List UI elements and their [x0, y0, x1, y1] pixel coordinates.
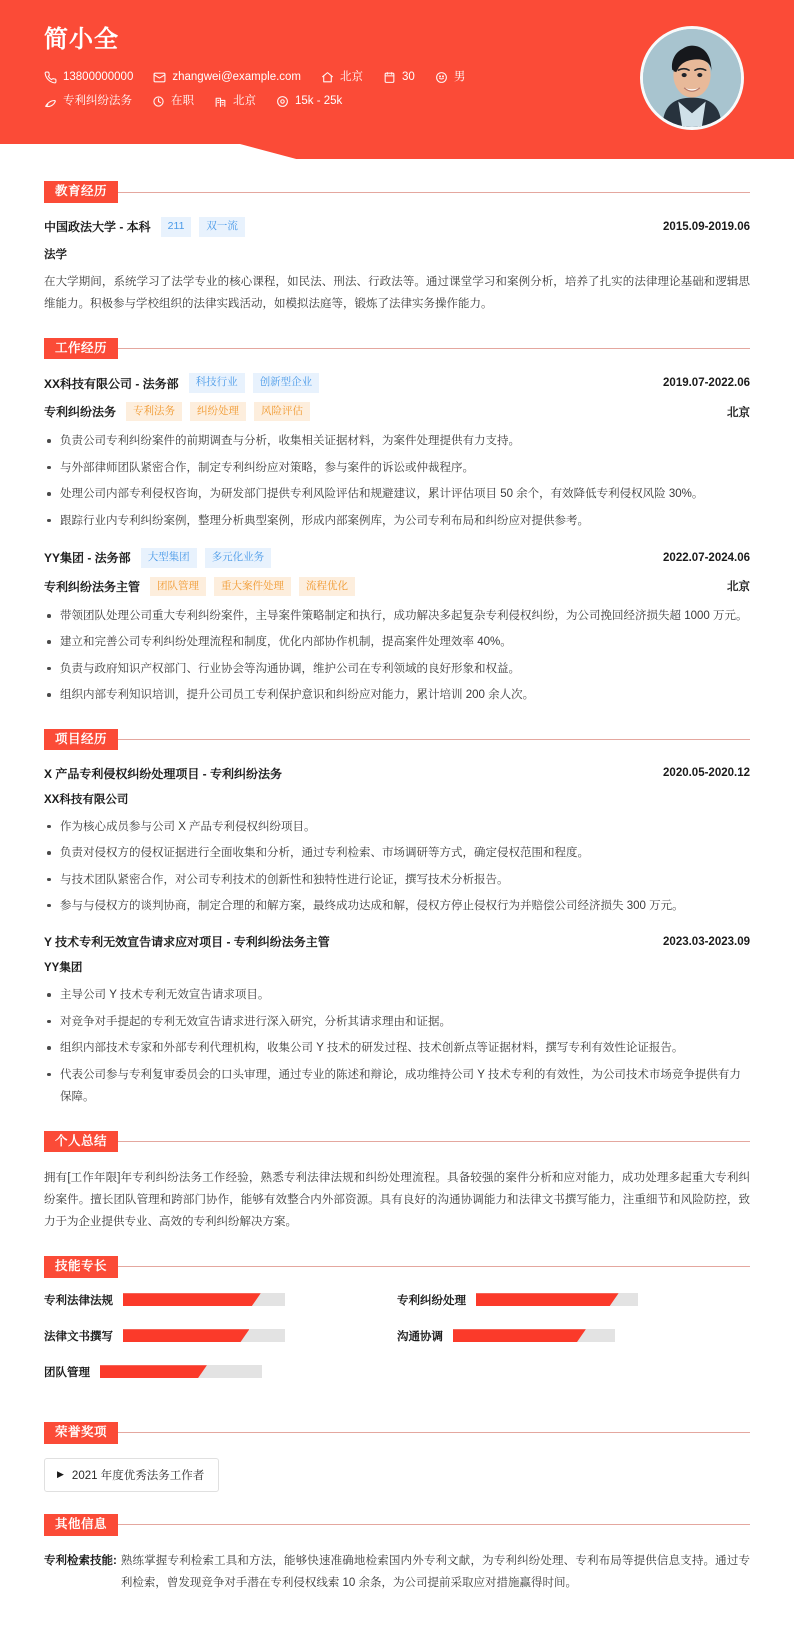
- resume-header: [0, 0, 794, 159]
- work-date: 2022.07-2024.06: [663, 551, 750, 564]
- tag-orange: 专利法务: [126, 402, 182, 422]
- contact-item-r2-1: [152, 95, 194, 108]
- contact-item-text: 北京: [340, 70, 364, 83]
- work-date: 2019.07-2022.06: [663, 377, 750, 390]
- contact-item-text: 30: [402, 70, 415, 83]
- education-entry: [44, 217, 750, 315]
- contact-item-text: zhangwei@example.com: [172, 70, 302, 83]
- education-description: 在大学期间，系统学习了法学专业的核心课程，如民法、刑法、行政法等。通过课堂学习和案例分析，培养了扎实的法律理论基础和逻辑思维能力。积极参与学校组织的法律实践活动，如模拟法庭等，锻炼了法律实务操作能力。: [44, 275, 750, 310]
- tag-blue: 双一流: [199, 217, 245, 237]
- project-date: 2023.03-2023.09: [663, 935, 750, 948]
- mail-icon: [153, 71, 166, 84]
- section-title-summary: 个人总结: [44, 1131, 118, 1153]
- skill-progress-fill: [476, 1293, 619, 1306]
- work-entry: [44, 373, 750, 532]
- project-entry: [44, 933, 750, 1108]
- contact-item-text: 13800000000: [63, 70, 134, 83]
- section-rule: [118, 739, 750, 740]
- bullet-list: [44, 605, 750, 707]
- bullet-list: [44, 816, 750, 918]
- salary-icon: [276, 95, 289, 108]
- entry-line: [44, 765, 750, 782]
- rocket-icon: [44, 95, 57, 108]
- skill-progress-fill: [123, 1329, 249, 1342]
- bullet-item: 负责对侵权方的侵权证据进行全面收集和分析，通过专利检索、市场调研等方式，确定侵权范围和程度。: [44, 842, 750, 864]
- bullet-item: 代表公司参与专利复审委员会的口头审理，通过专业的陈述和辩论，成功维持公司 Y 技术专利的有效性，为公司技术市场竞争提供有力保障。: [44, 1064, 750, 1109]
- project-name: X 产品专利侵权纠纷处理项目 - 专利纠纷法务: [44, 766, 283, 781]
- section-summary: [44, 1131, 750, 1234]
- bullet-item: 对竞争对手提起的专利无效宣告请求进行深入研究，分析其请求理由和证据。: [44, 1011, 750, 1033]
- entry-left: [44, 765, 292, 782]
- skill-progress-track: [453, 1329, 615, 1342]
- honor-text: 2021 年度优秀法务工作者: [71, 1469, 205, 1482]
- status-icon: [152, 95, 165, 108]
- project-company: XX科技有限公司: [44, 793, 129, 806]
- header-notch-decoration: [0, 138, 300, 159]
- other-info-item: [44, 1550, 750, 1595]
- section-rule: [118, 1266, 750, 1267]
- bullet-item: 主导公司 Y 技术专利无效宣告请求项目。: [44, 984, 750, 1006]
- skill-progress-track: [123, 1329, 285, 1342]
- contact-item-r2-2: [214, 95, 256, 108]
- section-work: [44, 337, 750, 706]
- phone-icon: [44, 71, 57, 84]
- section-title-work: 工作经历: [44, 338, 118, 360]
- entry-left: [44, 217, 253, 237]
- tag-orange: 风险评估: [254, 402, 310, 422]
- skill-row: [397, 1292, 750, 1308]
- bullet-item: 作为核心成员参与公司 X 产品专利侵权纠纷项目。: [44, 816, 750, 838]
- contact-item-r1-1: [153, 71, 301, 84]
- entry-line: [44, 402, 750, 422]
- project-date: 2020.05-2020.12: [663, 767, 750, 780]
- resume-body: [0, 181, 794, 1615]
- skill-progress-fill: [453, 1329, 586, 1342]
- entry-left: [44, 548, 279, 568]
- bullet-item: 建立和完善公司专利纠纷处理流程和制度，优化内部协作机制，提高案件处理效率 40%。: [44, 631, 750, 653]
- contact-item-text: 15k - 25k: [295, 94, 343, 107]
- page-title: 简小全: [44, 26, 119, 53]
- summary-text: 拥有[工作年限]年专利纠纷法务工作经验，熟悉专利法律法规和纠纷处理流程。具备较强的案件分析和应对能力，成功处理多起重大专利纠纷案件。擅长团队管理和跨部门协作，能够有效整合内外部资源。具有良好的沟通协调能力和法律文书撰写能力，注重细节和风险防控，致力于为企业提供专业、高效的专利纠纷解决方案。: [44, 1171, 750, 1229]
- contact-item-text: 在职: [171, 94, 194, 107]
- contact-item-r2-0: [44, 95, 132, 108]
- skill-name: 法律文书撰写: [44, 1330, 113, 1343]
- contact-item-r1-4: [435, 71, 466, 84]
- contact-item-r1-0: [44, 71, 133, 84]
- work-position: 专利纠纷法务主管: [44, 579, 141, 594]
- entry-left: [44, 402, 318, 422]
- entry-line: [44, 217, 750, 237]
- skill-name: 团队管理: [44, 1366, 90, 1379]
- entry-line: [44, 373, 750, 393]
- section-header-project: [44, 729, 750, 751]
- skill-name: 专利纠纷处理: [397, 1294, 466, 1307]
- entry-left: [44, 373, 327, 393]
- tag-blue: 211: [161, 217, 192, 237]
- bullet-item: 组织内部专利知识培训，提升公司员工专利保护意识和纠纷应对能力，累计培训 200 余人次。: [44, 684, 750, 706]
- entry-line: [44, 548, 750, 568]
- work-location: 北京: [727, 581, 750, 594]
- section-title-other: 其他信息: [44, 1514, 118, 1536]
- skill-progress-fill: [100, 1365, 207, 1378]
- section-header-honors: [44, 1422, 750, 1444]
- section-honors: [44, 1422, 750, 1492]
- section-title-skills: 技能专长: [44, 1256, 118, 1278]
- section-other: [44, 1514, 750, 1595]
- contact-item-text: 北京: [233, 94, 256, 107]
- skill-progress-track: [123, 1293, 285, 1306]
- bullet-item: 与外部律师团队紧密合作，制定专利纠纷应对策略，参与案件的诉讼或仲裁程序。: [44, 457, 750, 479]
- section-rule: [118, 1432, 750, 1433]
- skill-progress-track: [476, 1293, 638, 1306]
- contact-item-r1-2: [321, 71, 363, 84]
- section-header-work: [44, 337, 750, 359]
- bullet-item: 带领团队处理公司重大专利纠纷案件，主导案件策略制定和执行，成功解决多起复杂专利侵权纠纷，为公司挽回经济损失超 1000 万元。: [44, 605, 750, 627]
- city-icon: [214, 95, 227, 108]
- section-header-summary: [44, 1131, 750, 1153]
- contact-item-r2-3: [276, 95, 342, 108]
- contact-item-r1-3: [383, 71, 415, 84]
- other-info-list: [44, 1550, 750, 1595]
- project-list: [44, 765, 750, 1109]
- bullet-list: [44, 984, 750, 1108]
- bullet-item: 跟踪行业内专利纠纷案例，整理分析典型案例，形成内部案例库，为公司专利布局和纠纷应对提供参考。: [44, 510, 750, 532]
- section-title-education: 教育经历: [44, 181, 118, 203]
- entry-line: [44, 933, 750, 950]
- section-education: [44, 181, 750, 315]
- tag-blue: 大型集团: [141, 548, 197, 568]
- education-school: 中国政法大学 - 本科: [44, 220, 151, 235]
- project-name: Y 技术专利无效宣告请求应对项目 - 专利纠纷法务主管: [44, 935, 330, 950]
- skill-name: 沟通协调: [397, 1330, 443, 1343]
- tag-orange: 重大案件处理: [214, 577, 291, 597]
- work-company: YY集团 - 法务部: [44, 551, 131, 566]
- skill-progress-fill: [123, 1293, 261, 1306]
- skill-row: [44, 1364, 397, 1380]
- honor-item[interactable]: [44, 1458, 219, 1492]
- section-rule: [118, 348, 750, 349]
- section-project: [44, 729, 750, 1109]
- other-info-text: 熟练掌握专利检索工具和方法，能够快速准确地检索国内外专利文献，为专利纠纷处理、专利布局等提供信息支持。通过专利检索，曾发现竞争对手潜在专利侵权线索 10 余条，为公司提前采取应对措施赢得时间。: [120, 1554, 750, 1590]
- section-title-project: 项目经历: [44, 729, 118, 751]
- bullet-item: 处理公司内部专利侵权咨询，为研发部门提供专利风险评估和规避建议，累计评估项目 50 余个，有效降低专利侵权风险 30%。: [44, 483, 750, 505]
- skill-row: [44, 1292, 397, 1308]
- bullet-item: 与技术团队紧密合作，对公司专利技术的创新性和独特性进行论证，撰写技术分析报告。: [44, 869, 750, 891]
- work-location: 北京: [727, 406, 750, 419]
- work-position: 专利纠纷法务: [44, 405, 117, 420]
- entry-line: [44, 577, 750, 597]
- entry-left: [44, 577, 363, 597]
- tag-blue: 科技行业: [189, 373, 245, 393]
- bullet-list: [44, 430, 750, 532]
- bullet-item: 负责公司专利纠纷案件的前期调查与分析，收集相关证据材料，为案件处理提供有力支持。: [44, 430, 750, 452]
- education-list: [44, 217, 750, 315]
- avatar: [640, 26, 744, 130]
- tag-blue: 多元化业务: [205, 548, 272, 568]
- calendar-icon: [383, 71, 396, 84]
- project-entry: [44, 765, 750, 918]
- other-info-label: 专利检索技能:: [44, 1554, 117, 1567]
- tag-orange: 流程优化: [299, 577, 355, 597]
- section-skills: [44, 1256, 750, 1400]
- contact-item-text: 男: [453, 70, 466, 83]
- work-list: [44, 373, 750, 706]
- tag-orange: 纠纷处理: [190, 402, 246, 422]
- section-header-education: [44, 181, 750, 203]
- skill-name: 专利法律法规: [44, 1294, 113, 1307]
- section-title-honors: 荣誉奖项: [44, 1422, 118, 1444]
- section-rule: [118, 192, 750, 193]
- skills-grid: [44, 1292, 750, 1400]
- bullet-item: 参与与侵权方的谈判协商，制定合理的和解方案，最终成功达成和解，侵权方停止侵权行为并赔偿公司经济损失 300 万元。: [44, 895, 750, 917]
- work-entry: [44, 548, 750, 707]
- tag-blue: 创新型企业: [253, 373, 320, 393]
- gender-icon: [435, 71, 448, 84]
- home-icon: [321, 71, 334, 84]
- education-major: 法学: [44, 248, 67, 261]
- bullet-item: 组织内部技术专家和外部专利代理机构，收集公司 Y 技术的研发过程、技术创新点等证据材料，撰写专利有效性论证报告。: [44, 1037, 750, 1059]
- skill-row: [44, 1328, 397, 1344]
- contact-item-text: 专利纠纷法务: [63, 94, 132, 107]
- section-rule: [118, 1524, 750, 1525]
- triangle-right-icon: ▶: [57, 1469, 64, 1480]
- skill-row: [397, 1328, 750, 1344]
- avatar-photo: [643, 29, 741, 127]
- section-rule: [118, 1141, 750, 1142]
- section-header-skills: [44, 1256, 750, 1278]
- tag-orange: 团队管理: [150, 577, 206, 597]
- honors-list: [44, 1458, 750, 1492]
- section-header-other: [44, 1514, 750, 1536]
- work-company: XX科技有限公司 - 法务部: [44, 376, 179, 391]
- project-company: YY集团: [44, 962, 83, 975]
- entry-left: [44, 933, 340, 950]
- skill-progress-track: [100, 1365, 262, 1378]
- bullet-item: 负责与政府知识产权部门、行业协会等沟通协调，维护公司在专利领域的良好形象和权益。: [44, 658, 750, 680]
- education-date: 2015.09-2019.06: [663, 220, 750, 233]
